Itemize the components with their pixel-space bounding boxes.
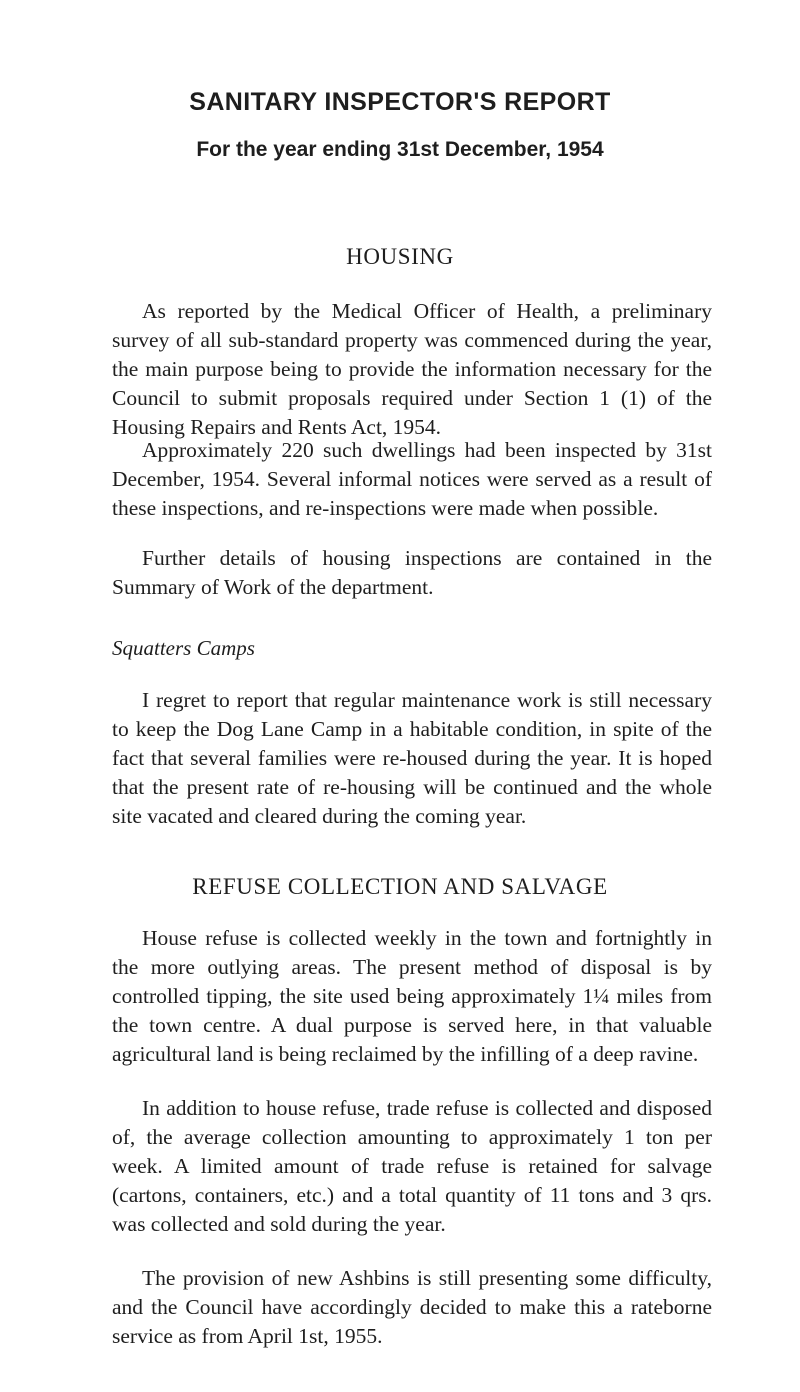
housing-heading: HOUSING [346,244,454,269]
refuse-paragraph-3: The provision of new Ashbins is still presenting some difficulty, and the Council have accordingly decided to make this a rateborne service as from April 1st, 1955. [112,1266,712,1348]
refuse-heading: REFUSE COLLECTION AND SALVAGE [192,874,608,899]
squatters-paragraph: I regret to report that regular maintenance work is still necessary to keep the Dog Lane Camp in a habitable condition, in spite of the fact that several families were re-housed during the year. It is hoped that the present rate of re-housing will be continued and the whole site vacated and cleared during the coming year. [112,688,712,828]
housing-paragraph-1: As reported by the Medical Officer of Health, a preliminary survey of all sub-standard property was commenced during the year, the main purpose being to provide the information necessary for the Council to submit proposals required under Section 1 (1) of the Housing Repairs and Rents Act, 1954. [112,299,712,439]
squatters-camps-heading: Squatters Camps [112,636,255,660]
housing-paragraph-3: Further details of housing inspections are contained in the Summary of Work of the department. [112,546,712,599]
report-title: SANITARY INSPECTOR'S REPORT [189,88,611,116]
housing-paragraph-2: Approximately 220 such dwellings had been inspected by 31st December, 1954. Several informal notices were served as a result of these inspections, and re-inspections were made when possible. [112,438,712,520]
refuse-paragraph-2: In addition to house refuse, trade refuse is collected and disposed of, the average collection amounting to approximately 1 ton per week. A limited amount of trade refuse is retained for salvage (cartons, containers, etc.) and a total quantity of 11 tons and 3 qrs. was collected and sold during the year. [112,1096,712,1236]
report-subtitle: For the year ending 31st December, 1954 [196,138,604,161]
refuse-paragraph-1: House refuse is collected weekly in the town and fortnightly in the more outlying areas. The present method of disposal is by controlled tipping, the site used being approximately 1¼ miles from the town centre. A dual purpose is served here, in that valuable agricultural land is being reclaimed by the infilling of a deep ravine. [112,926,712,1066]
